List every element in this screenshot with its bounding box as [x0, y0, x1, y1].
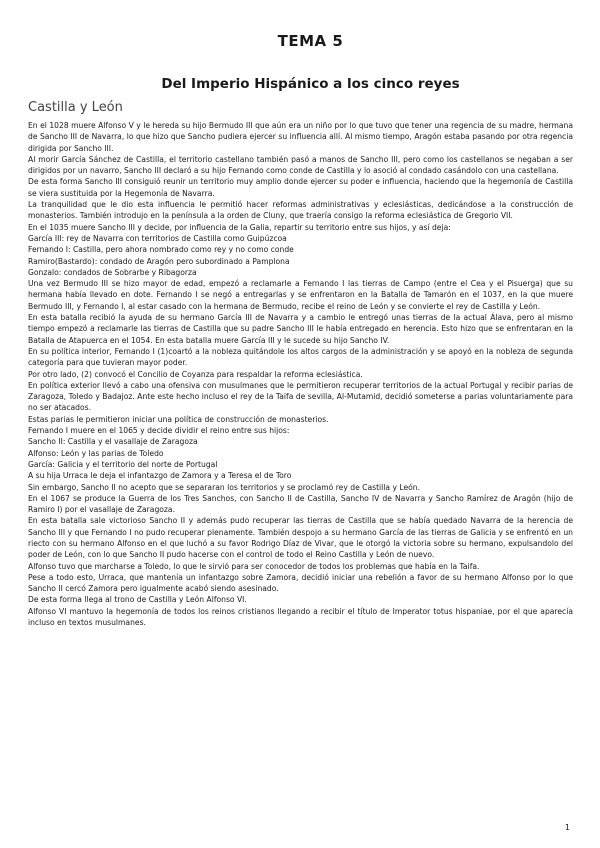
chapter-heading: TEMA 5 [277, 32, 344, 50]
list-item: Fernando I: Castilla, pero ahora nombrado como rey y no como conde [28, 245, 294, 255]
chapter-title: Del Imperio Hispánico a los cinco reyes [161, 76, 460, 92]
list-item: Sancho II: Castilla y el vasallaje de Zaragoza [28, 437, 198, 447]
paragraph: De esta forma llega al trono de Castilla y León Alfonso VI. [28, 595, 247, 605]
paragraph: Pese a todo esto, Urraca, que mantenía un infantazgo sobre Zamora, decidió iniciar una rebelión a favor de su hermano Alfonso por lo que Sancho II cercó Zamora pero igualmente acabó siendo asesinado. [28, 572, 573, 594]
list-item: Alfonso: León y las parias de Toledo [28, 448, 164, 458]
paragraph: En el 1028 muere Alfonso V y le hereda su hijo Bermudo III que aún era un niño por lo que tuvo que tener una regencia de su madre, hermana de Sancho III de Navarra, lo que hizo que Sancho pudiera ejercer su influencia allí. Al mismo tiempo, Aragón estaba pasando por otra regencia dirigida por Sancho III. [28, 121, 573, 153]
paragraph: Alfonso VI mantuvo la hegemonía de todos los reinos cristianos llegando a recibir el título de Imperator totus hispaniae, por el que aparecía incluso en textos musulmanes. [28, 606, 573, 628]
paragraph: De esta forma Sancho III consiguió reunir un territorio muy amplio donde ejercer su poder e influencia, haciendo que la hegemonía de Castilla se viera sustituida por la Hegemonía de Navarra. [28, 177, 573, 198]
paragraph: Alfonso tuvo que marcharse a Toledo, lo que le sirvió para ser conocedor de todos los problemas que había en la Taifa. [28, 561, 480, 571]
list-item: Gonzalo: condados de Sobrarbe y Ribagorza [28, 267, 197, 277]
list-item: García: Galicia y el territorio del norte de Portugal [28, 459, 218, 469]
paragraph: En política exterior llevó a cabo una ofensiva con musulmanes que le permitieron recuperar territorios de la actual Portugal y recibir parias de Zaragoza, Toledo y Badajoz. Ante este hecho incluso el rey de la Taifa de sevilla, Al-Mutamid, decidió someterse a parias voluntariamente para no ser atacados. [28, 380, 573, 413]
paragraph: En esta batalla sale victorioso Sancho II y además pudo recuperar las tierras de Castilla que se había quedado Navarra de la herencia de Sancho III y que Fernando I no pudo recuperar plenamente. También despojo a su hermano García de las tierras de Galicia y se enfrentó en un riecto con su hermano Alfonso en el que luchó a su favor Rodrigo Díaz de Vivar, que le otorgó la victoria sobre su hermano, expulsandolo del poder de León, con lo que Sancho II pudo hacerse con el control de todo el Reino Castilla y León de nuevo. [28, 516, 573, 560]
paragraph: En su política interior, Fernando I (1)coartó a la nobleza quitándole los altos cargos de la administración y se apoyó en la nobleza de segunda categoría para que tuvieran mayor poder. [28, 346, 573, 368]
paragraph: Sin embargo, Sancho II no acepto que se separaran los territorios y se proclamó rey de Castilla y León. [28, 482, 420, 492]
list-item: García III: rey de Navarra con territorios de Castilla como Guipúzcoa [28, 233, 287, 243]
page-number: 1 [564, 823, 570, 832]
paragraph: En esta batalla recibió la ayuda de su hermano García III de Navarra y a cambio le entregó unas tierras de la actual Álava, pero al mismo tiempo empezó a reclamarle las tierras de Castilla que su padre Sancho III le había entregado en herencia. Esto hizo que se enfrentaran en la Batalla de Atapuerca en el 1054. En esta batalla muere García III y le sucede su hijo Sancho IV. [28, 313, 573, 345]
paragraph: Al morir García Sánchez de Castilla, el territorio castellano también pasó a manos de Sancho III, pero como los castellanos se negaban a ser dirigidos por un navarro, Sancho III declaró a su hijo Fernando como conde de Castilla y lo asoció al condado casándolo con una castellana. [28, 154, 573, 176]
list-item: A su hija Urraca le deja el infantazgo de Zamora y a Teresa el de Toro [28, 471, 292, 481]
paragraph: Estas parias le permitieron iniciar una política de construcción de monasterios. [28, 414, 329, 424]
paragraph: Una vez Bermudo III se hizo mayor de edad, empezó a reclamarle a Fernando I las tierras de Campo (entre el Cea y el Pisuerga) que su hermana había llevado en dote. Fernando I se negó a entregarlas y se enfrentaron en la Batalla de Tamarón en el 1037, en la que muere Bermudo III, y Fernando I, al estar casado con la hermana de Bermudo, recibe el reino de León y se convierte el rey de Castilla y León. [28, 279, 573, 311]
section-heading: Castilla y León [28, 100, 123, 115]
list-item: Ramiro(Bastardo): condado de Aragón pero subordinado a Pamplona [28, 256, 290, 266]
document-body [28, 120, 573, 628]
paragraph: Por otro lado, (2) convocó el Concilio de Coyanza para respaldar la reforma eclesiástica. [28, 369, 363, 379]
paragraph: En el 1067 se produce la Guerra de los Tres Sanchos, con Sancho II de Castilla, Sancho IV de Navarra y Sancho Ramírez de Aragón (hijo de Ramiro I) por el vasallaje de Zaragoza. [28, 493, 573, 515]
paragraph: En el 1035 muere Sancho III y decide, por influencia de la Galia, repartir su territorio entre sus hijos, y así deja: [28, 222, 451, 232]
paragraph: La tranquilidad que le dio esta influencia le permitió hacer reformas administrativas y eclesiásticas, dedicándose a la construcción de monasterios. También introdujo en la península a la orden de Cluny, que traería consigo la reforma eclesiástica de Gregorio VII. [28, 200, 573, 221]
paragraph: Fernando I muere en el 1065 y decide dividir el reino entre sus hijos: [28, 426, 290, 436]
